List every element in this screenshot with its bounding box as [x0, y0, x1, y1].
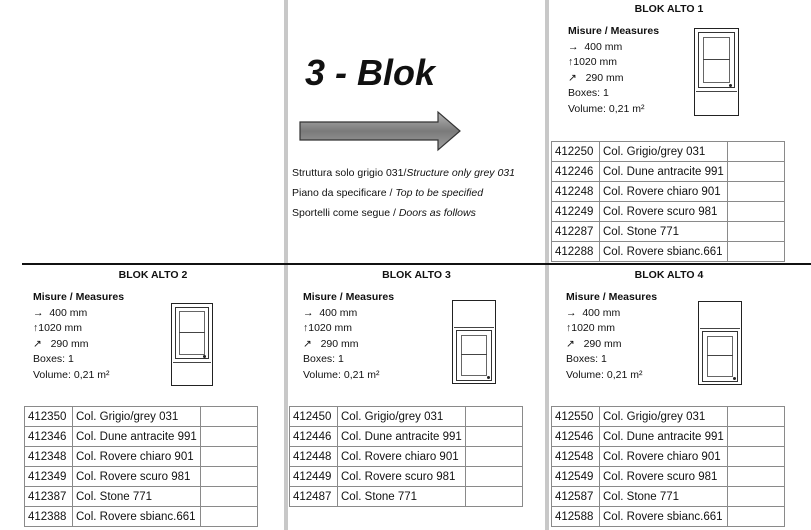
- width-row: → 400 mm: [566, 306, 621, 319]
- measures-label: Misure / Measures: [33, 291, 125, 303]
- table-row: 412346 Col. Dune antracite 991: [25, 427, 258, 447]
- height-row: ↑1020 mm: [33, 322, 83, 334]
- right-arrow-icon: →: [566, 306, 577, 319]
- note-top: Piano da specificare / Top to be specified: [292, 187, 484, 199]
- note-doors: Sportelli come segue / Doors as follows: [292, 207, 476, 219]
- diagonal-arrow-icon: ↗: [303, 337, 312, 350]
- volume-row: Volume: 0,21 m²: [568, 102, 645, 115]
- diagonal-arrow-icon: ↗: [568, 71, 577, 84]
- volume-row: Volume: 0,21 m²: [303, 368, 380, 381]
- cabinet-illustration: [452, 300, 496, 384]
- note-structure: Struttura solo grigio 031/Structure only grey 031: [292, 167, 515, 179]
- table-row: 412250 Col. Grigio/grey 031: [552, 142, 785, 162]
- table-row: 412288 Col. Rovere sbianc.661: [552, 242, 785, 262]
- height-row: ↑1020 mm: [566, 322, 616, 334]
- up-arrow-icon: ↑: [33, 322, 39, 334]
- volume-row: Volume: 0,21 m²: [566, 368, 643, 381]
- table-row: 412446 Col. Dune antracite 991: [290, 427, 523, 447]
- table-row: 412449 Col. Rovere scuro 981: [290, 467, 523, 487]
- measures-block-4: [566, 290, 657, 383]
- panel-title-blok-alto-4: BLOK ALTO 4: [634, 269, 704, 281]
- table-row: 412487 Col. Stone 771: [290, 487, 523, 507]
- diagonal-arrow-icon: ↗: [33, 337, 42, 350]
- boxes-row: Boxes: 1: [33, 353, 74, 365]
- volume-row: Volume: 0,21 m²: [33, 368, 110, 381]
- table-row: 412588 Col. Rovere sbianc.661: [552, 507, 785, 527]
- table-row: 412448 Col. Rovere chiaro 901: [290, 447, 523, 467]
- big-right-arrow-icon: [298, 110, 463, 157]
- diagonal-arrow-icon: ↗: [566, 337, 575, 350]
- code-table-1: [551, 141, 785, 262]
- faded-area: [30, 22, 280, 162]
- table-row: 412349 Col. Rovere scuro 981: [25, 467, 258, 487]
- measures-block-1: [568, 24, 659, 117]
- table-row: 412546 Col. Dune antracite 991: [552, 427, 785, 447]
- depth-row: ↗ 290 mm: [568, 71, 624, 84]
- table-row: 412388 Col. Rovere sbianc.661: [25, 507, 258, 527]
- width-row: → 400 mm: [33, 306, 88, 319]
- width-row: → 400 mm: [303, 306, 358, 319]
- right-arrow-icon: →: [568, 40, 579, 53]
- height-row: ↑1020 mm: [568, 56, 618, 68]
- measures-block-2: [33, 290, 124, 383]
- column-divider-left: [284, 0, 288, 530]
- boxes-row: Boxes: 1: [566, 353, 607, 365]
- table-row: 412348 Col. Rovere chiaro 901: [25, 447, 258, 467]
- panel-title-blok-alto-3: BLOK ALTO 3: [382, 269, 451, 281]
- table-row: 412387 Col. Stone 771: [25, 487, 258, 507]
- boxes-row: Boxes: 1: [568, 87, 609, 99]
- column-divider-right: [545, 0, 549, 530]
- up-arrow-icon: ↑: [303, 322, 309, 334]
- code-table-4: [551, 406, 785, 527]
- up-arrow-icon: ↑: [566, 322, 572, 334]
- height-row: ↑1020 mm: [303, 322, 353, 334]
- page-title: 3 - Blok: [305, 52, 436, 93]
- cabinet-illustration: [694, 28, 739, 116]
- code-table-2: [24, 406, 258, 527]
- panel-title-blok-alto-2: BLOK ALTO 2: [118, 269, 188, 281]
- row-divider: [22, 263, 811, 265]
- depth-row: ↗ 290 mm: [303, 337, 359, 350]
- table-row: 412287 Col. Stone 771: [552, 222, 785, 242]
- table-row: 412550 Col. Grigio/grey 031: [552, 407, 785, 427]
- table-row: 412350 Col. Grigio/grey 031: [25, 407, 258, 427]
- table-row: 412549 Col. Rovere scuro 981: [552, 467, 785, 487]
- table-row: 412548 Col. Rovere chiaro 901: [552, 447, 785, 467]
- right-arrow-icon: →: [303, 306, 314, 319]
- table-row: 412246 Col. Dune antracite 991: [552, 162, 785, 182]
- right-arrow-icon: →: [33, 306, 44, 319]
- code-table-3: [289, 406, 523, 507]
- measures-label: Misure / Measures: [568, 25, 660, 37]
- table-row: 412587 Col. Stone 771: [552, 487, 785, 507]
- notes-block: [292, 163, 515, 223]
- table-row: 412249 Col. Rovere scuro 981: [552, 202, 785, 222]
- table-row: 412450 Col. Grigio/grey 031: [290, 407, 523, 427]
- depth-row: ↗ 290 mm: [33, 337, 89, 350]
- boxes-row: Boxes: 1: [303, 353, 344, 365]
- measures-label: Misure / Measures: [303, 291, 395, 303]
- cabinet-illustration: [698, 301, 742, 385]
- panel-title-blok-alto-1: BLOK ALTO 1: [634, 3, 704, 15]
- width-row: → 400 mm: [568, 40, 623, 53]
- cabinet-illustration: [171, 303, 213, 386]
- table-row: 412248 Col. Rovere chiaro 901: [552, 182, 785, 202]
- depth-row: ↗ 290 mm: [566, 337, 622, 350]
- measures-block-3: [303, 290, 394, 383]
- up-arrow-icon: ↑: [568, 56, 574, 68]
- measures-label: Misure / Measures: [566, 291, 658, 303]
